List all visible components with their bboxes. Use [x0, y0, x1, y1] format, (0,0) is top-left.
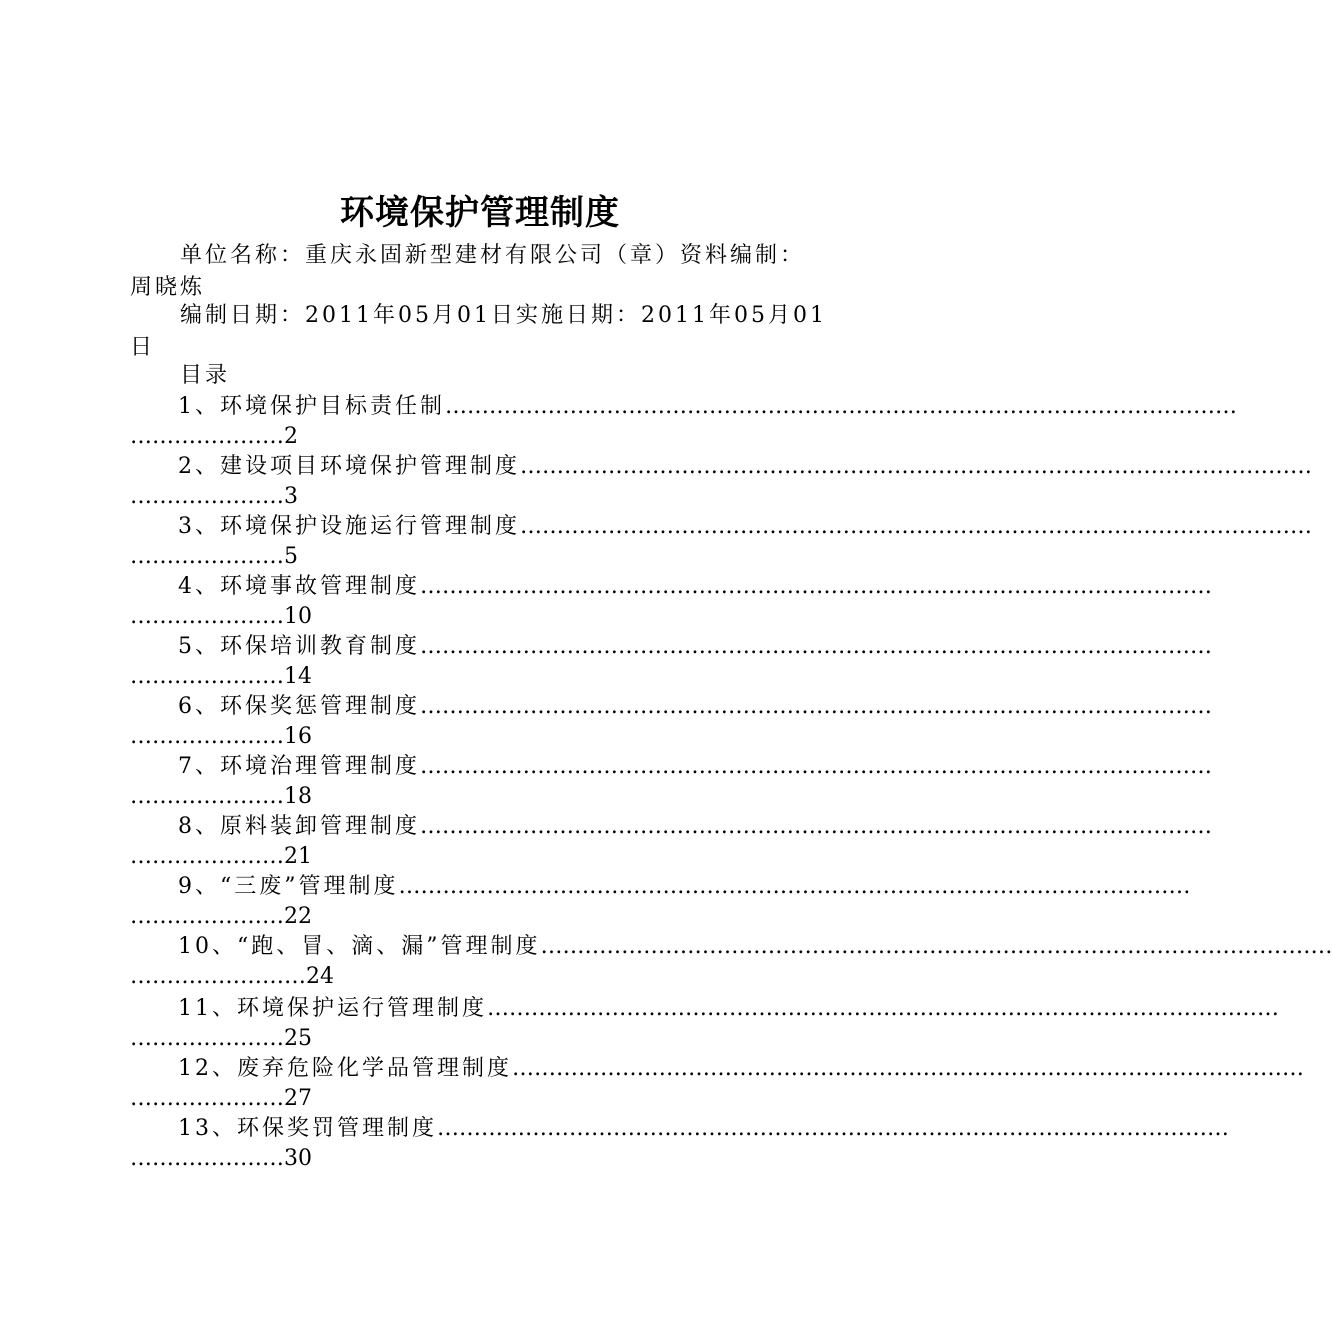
toc-entry-page: 14: [284, 664, 312, 689]
toc-leader-dots: ……………………: [130, 964, 306, 989]
toc-entry-page: 16: [284, 724, 312, 749]
unit-info-line-2: 周晓炼: [130, 275, 206, 300]
toc-leader-dots: …………………: [130, 1086, 284, 1111]
toc-leader-dots: …………………: [130, 904, 284, 929]
toc-leader-dots: ………………………………………………………………………………………………: [512, 1056, 1304, 1081]
toc-leader-dots: …………………: [130, 544, 284, 569]
toc-entry[interactable]: [130, 993, 1279, 1053]
toc-leader-dots: ………………………………………………………………………………………………: [420, 574, 1212, 599]
date-info-line-2: 日: [130, 335, 156, 360]
date-info-line-1: 编制日期：2011年05月01日实施日期：2011年05月01: [180, 303, 827, 328]
toc-entry-page: 21: [284, 844, 312, 869]
toc-leader-dots: …………………: [130, 664, 284, 689]
toc-entry-label: 11、环境保护运行管理制度: [178, 996, 487, 1021]
toc-entry-label: 3、环境保护设施运行管理制度: [178, 514, 520, 539]
toc-entry[interactable]: [130, 811, 1212, 871]
toc-leader-dots: ………………………………………………………………………………………………: [487, 996, 1279, 1021]
toc-leader-dots: …………………: [130, 424, 284, 449]
toc-leader-dots: ………………………………………………………………………………………………: [398, 874, 1191, 899]
toc-heading: 目录: [180, 363, 231, 388]
toc-entry-page: 30: [284, 1146, 312, 1171]
toc-leader-dots: …………………: [130, 844, 284, 869]
toc-heading-block: [130, 360, 830, 392]
toc-leader-dots: ………………………………………………………………………………………………: [420, 694, 1212, 719]
toc-entry[interactable]: [130, 511, 1312, 571]
toc-leader-dots: ………………………………………………………………………………………………: [540, 934, 1333, 959]
toc-entry-page: 25: [284, 1026, 312, 1051]
toc-leader-dots: ………………………………………………………………………………………………: [437, 1116, 1229, 1141]
unit-info: [130, 240, 830, 304]
toc-entry-page: 24: [306, 964, 334, 989]
toc-entry-label: 1、环境保护目标责任制: [178, 394, 445, 419]
toc-entry[interactable]: [130, 1113, 1229, 1173]
toc-entry[interactable]: [130, 1053, 1304, 1113]
toc-entry-label: 7、环境治理管理制度: [178, 754, 420, 779]
toc-entry-label: 2、建设项目环境保护管理制度: [178, 454, 520, 479]
date-info: [130, 300, 830, 364]
toc-leader-dots: ………………………………………………………………………………………………: [445, 394, 1237, 419]
toc-leader-dots: …………………: [130, 1026, 284, 1051]
toc-entry-label: 13、环保奖罚管理制度: [178, 1116, 437, 1141]
toc-entry[interactable]: [130, 691, 1212, 751]
toc-entry-label: 4、环境事故管理制度: [178, 574, 420, 599]
unit-info-line-1: 单位名称：重庆永固新型建材有限公司（章）资料编制：: [180, 243, 806, 268]
toc-entry-label: 9、“三废”管理制度: [178, 874, 399, 899]
toc-leader-dots: ………………………………………………………………………………………………: [520, 514, 1312, 539]
toc-leader-dots: …………………: [130, 724, 284, 749]
toc-leader-dots: ………………………………………………………………………………………………: [420, 634, 1212, 659]
toc-entry-label: 12、废弃危险化学品管理制度: [178, 1056, 512, 1081]
toc-entry[interactable]: [130, 931, 1333, 991]
toc-leader-dots: …………………: [130, 784, 284, 809]
toc-leader-dots: …………………: [130, 1146, 284, 1171]
toc-entry[interactable]: [130, 571, 1212, 631]
toc-entry-page: 2: [284, 424, 298, 449]
toc-leader-dots: ………………………………………………………………………………………………: [420, 814, 1212, 839]
toc-leader-dots: ………………………………………………………………………………………………: [420, 754, 1212, 779]
toc-entry[interactable]: [130, 631, 1212, 691]
toc-leader-dots: …………………: [130, 604, 284, 629]
toc-leader-dots: ………………………………………………………………………………………………: [520, 454, 1312, 479]
toc-entry-label: 5、环保培训教育制度: [178, 634, 420, 659]
toc-entry-page: 5: [284, 544, 298, 569]
toc-entry[interactable]: [130, 451, 1312, 511]
toc-entry-page: 18: [284, 784, 312, 809]
toc-entry-page: 22: [284, 904, 312, 929]
toc-entry-page: 3: [284, 484, 298, 509]
document-title: 环境保护管理制度: [340, 193, 620, 233]
toc-entry-page: 10: [284, 604, 312, 629]
toc-entry[interactable]: [130, 871, 1191, 931]
toc-entry-page: 27: [284, 1086, 312, 1111]
toc-entry-label: 8、原料装卸管理制度: [178, 814, 420, 839]
toc-entry-label: 10、“跑、冒、滴、漏”管理制度: [178, 934, 541, 959]
toc-leader-dots: …………………: [130, 484, 284, 509]
toc-entry[interactable]: [130, 751, 1212, 811]
toc-entry[interactable]: [130, 391, 1237, 451]
toc-entry-label: 6、环保奖惩管理制度: [178, 694, 420, 719]
